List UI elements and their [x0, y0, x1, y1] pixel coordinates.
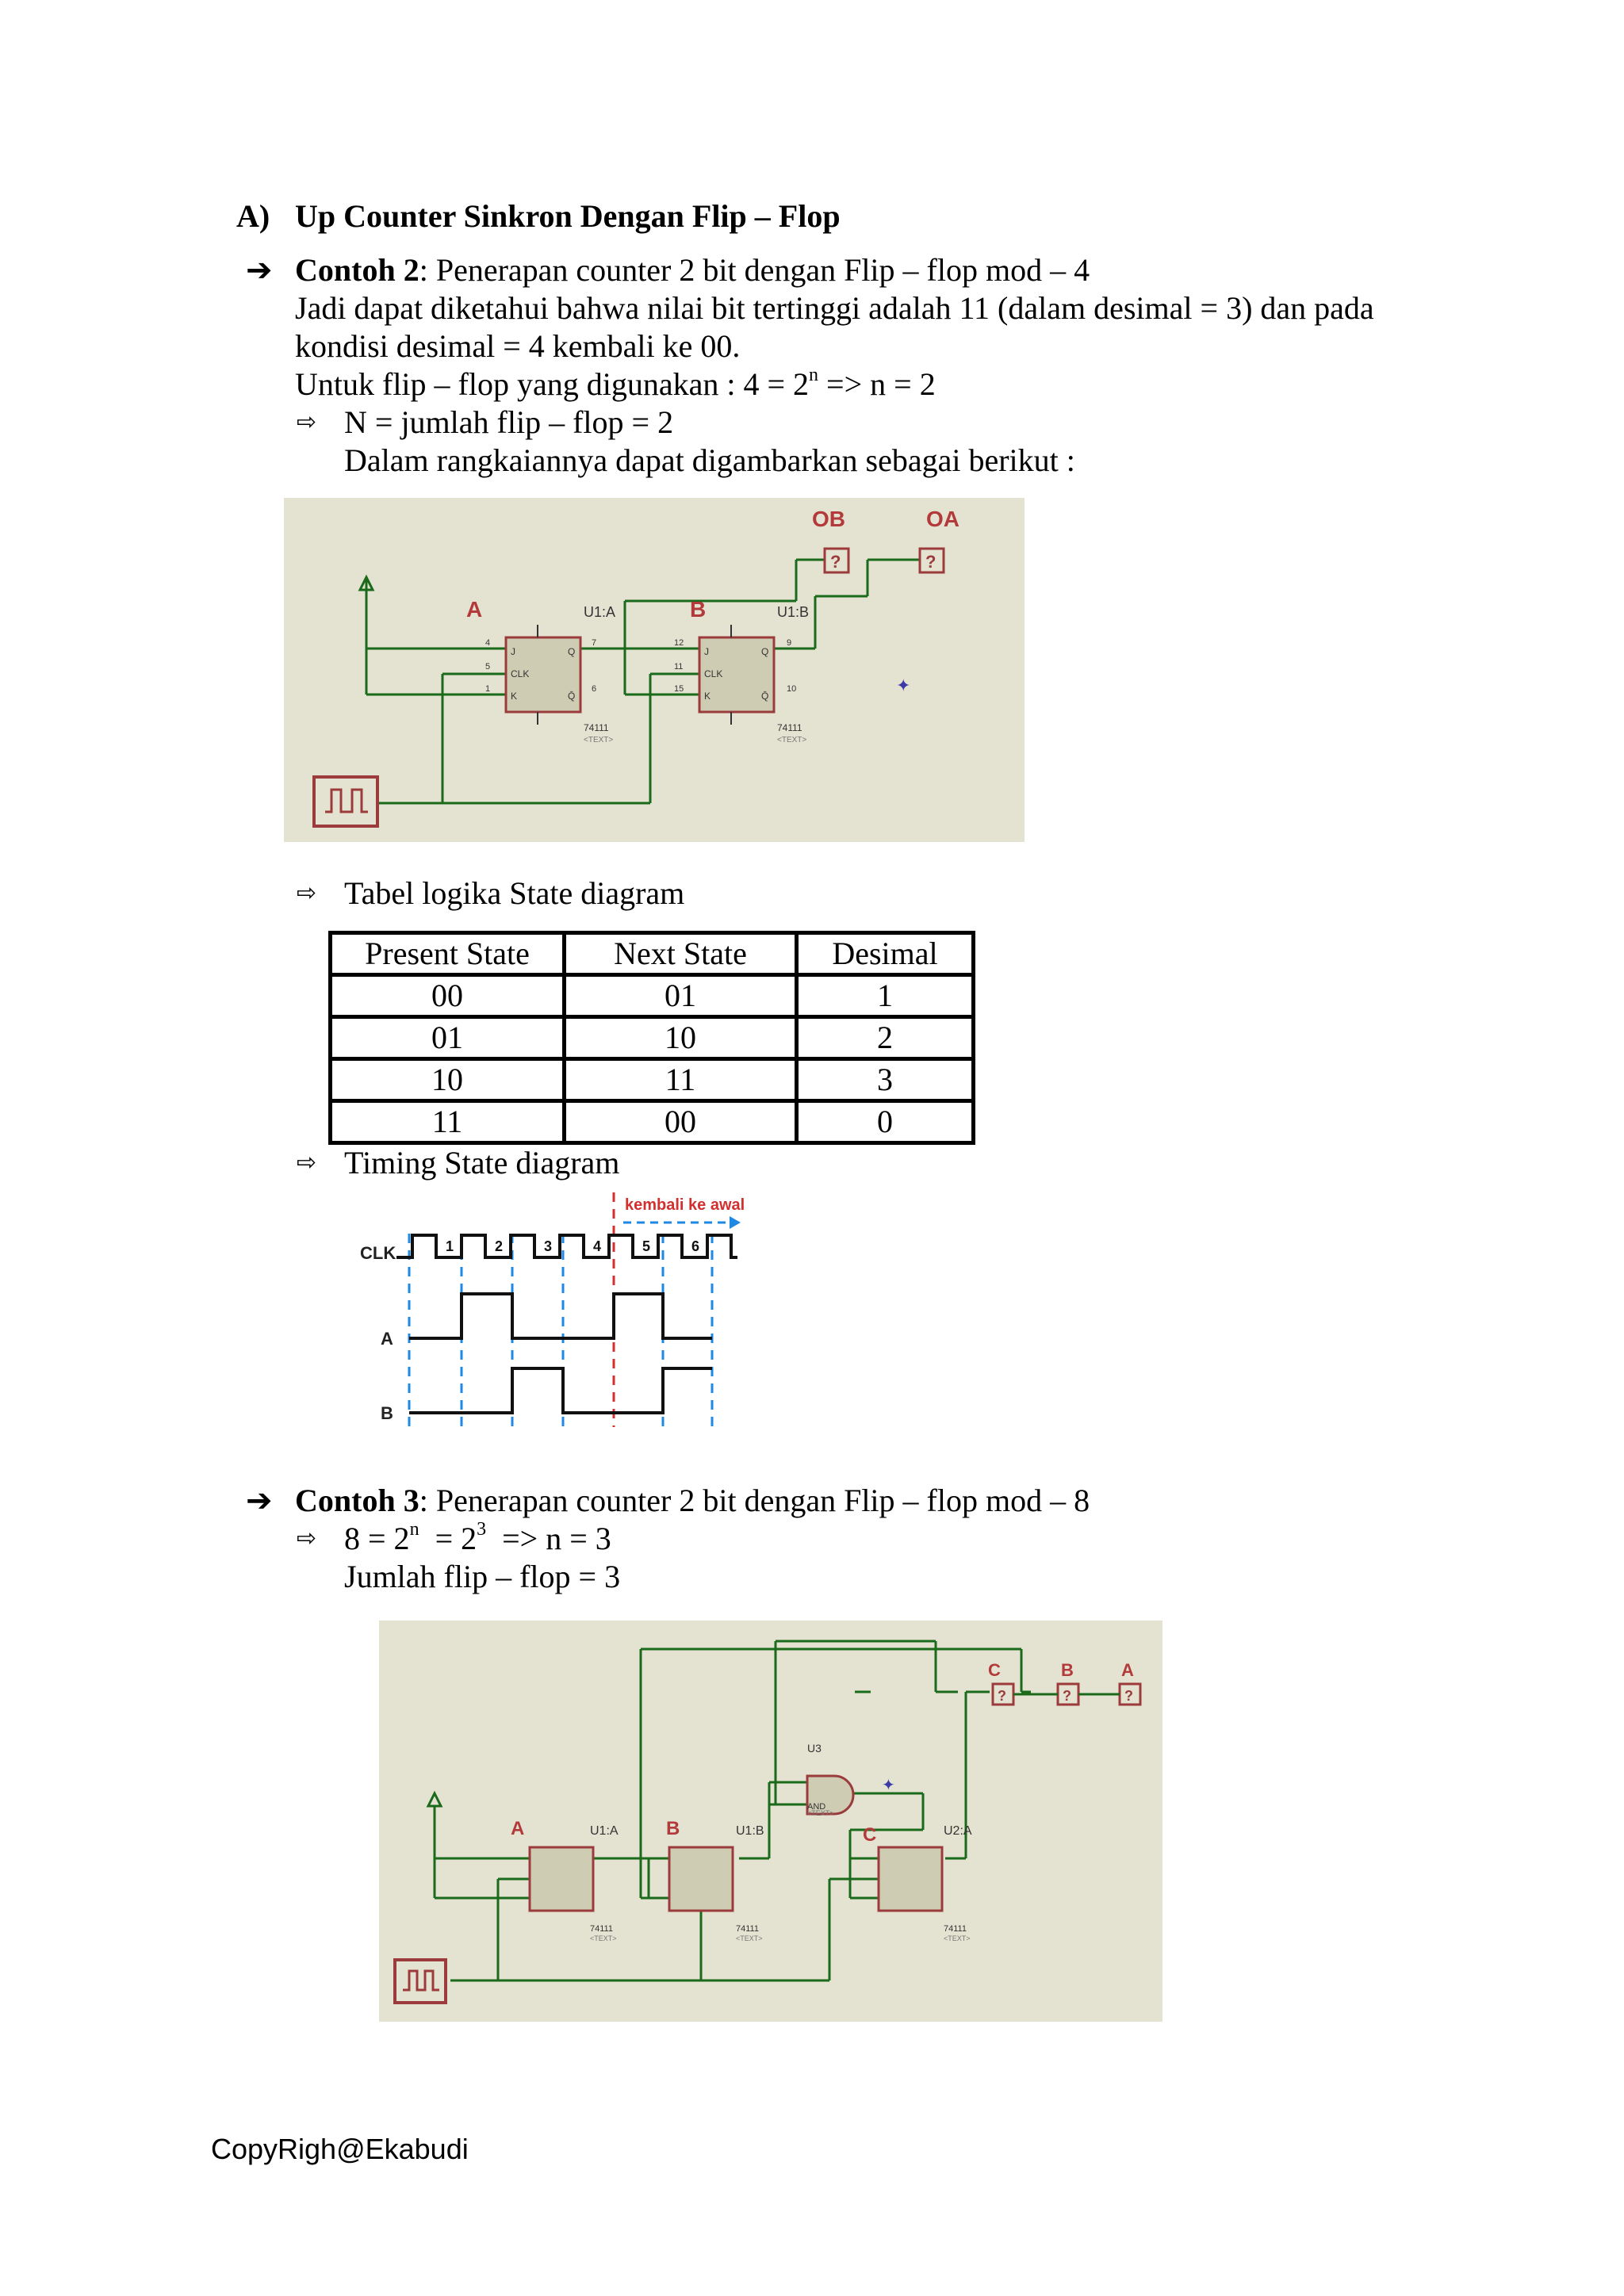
svg-text:J: J: [511, 646, 515, 657]
svg-text:B: B: [1061, 1660, 1074, 1680]
svg-text:A: A: [511, 1818, 525, 1839]
svg-text:Q̄: Q̄: [761, 691, 769, 702]
marker-star-icon: [896, 675, 910, 695]
clock-source-icon: [314, 777, 377, 826]
logic-table: [328, 931, 975, 1145]
svg-text:15: 15: [674, 684, 684, 694]
hollow-arrow-icon: ⇨: [297, 879, 317, 907]
circuit1-diagram: [284, 498, 1025, 842]
contoh2-line2: kondisi desimal = 4 kembali ke 00.: [295, 328, 741, 364]
col-desimal: Desimal: [797, 933, 974, 975]
svg-text:U2:A: U2:A: [944, 1824, 972, 1838]
svg-text:1: 1: [446, 1238, 454, 1254]
svg-text:1: 1: [485, 684, 491, 694]
svg-text:<TEXT>: <TEXT>: [777, 736, 807, 744]
svg-text:4: 4: [593, 1238, 602, 1254]
marker-star-icon: [882, 1777, 895, 1794]
table-row: 11 00 0: [331, 1101, 974, 1143]
table-row: 01 10 2: [331, 1017, 974, 1059]
svg-text:K: K: [511, 691, 518, 702]
svg-text:✦: ✦: [882, 1777, 895, 1794]
svg-text:74111: 74111: [590, 1924, 613, 1934]
svg-text:CLK: CLK: [704, 668, 723, 679]
part-u1b: U1:B: [777, 604, 810, 620]
circuit2-diagram: [379, 1621, 1162, 2022]
contoh2-line3: Untuk flip – flop yang digunakan : $4 = 2^n => n = 2$: [295, 364, 936, 402]
svg-text:?: ?: [925, 552, 936, 572]
b-waveform: [409, 1368, 712, 1413]
svg-text:?: ?: [1063, 1688, 1071, 1704]
svg-text:A: A: [1121, 1660, 1134, 1680]
svg-text:6: 6: [592, 684, 597, 694]
svg-text:9: 9: [787, 638, 792, 648]
section-marker: A): [236, 198, 270, 234]
svg-text:✦: ✦: [896, 675, 911, 695]
contoh2-bullet1-sub: Dalam rangkaiannya dapat digambarkan sebagai berikut :: [344, 442, 1075, 478]
a-waveform: [409, 1294, 712, 1338]
svg-text:K: K: [704, 691, 711, 702]
signal-clk: CLK: [360, 1243, 396, 1263]
svg-text:<TEXT>: <TEXT>: [736, 1934, 763, 1942]
timing-diagram: [349, 1186, 761, 1435]
table-header-row: [331, 933, 974, 975]
col-next-state: Next State: [565, 933, 797, 975]
hollow-arrow-icon: ⇨: [297, 1525, 317, 1552]
svg-text:U1:B: U1:B: [736, 1824, 764, 1838]
signal-b: B: [381, 1403, 393, 1423]
circuit2-panel: [379, 1621, 1162, 2022]
svg-text:?: ?: [830, 552, 841, 572]
timing-title: Timing State diagram: [344, 1145, 620, 1181]
svg-text:5: 5: [485, 662, 491, 672]
hollow-arrow-icon: ⇨: [297, 408, 317, 436]
arrow-right-icon: ➔: [246, 252, 273, 289]
svg-text:3: 3: [544, 1238, 553, 1254]
contoh2-line: Contoh 2: Penerapan counter 2 bit dengan Flip – flop mod – 4: [295, 252, 1090, 288]
annotation-kembali: kembali ke awal: [625, 1196, 745, 1214]
arrow-right-icon: ➔: [246, 1483, 273, 1519]
svg-text:Q̄: Q̄: [568, 691, 576, 702]
contoh3-sub: Jumlah flip – flop = 3: [344, 1559, 621, 1594]
svg-text:74111: 74111: [584, 722, 609, 733]
svg-text:AND: AND: [807, 1802, 826, 1812]
arrow-right-icon: [730, 1216, 741, 1229]
logic-table-title: Tabel logika State diagram: [344, 875, 685, 911]
svg-text:12: 12: [674, 638, 684, 648]
svg-text:10: 10: [787, 684, 797, 694]
circuit1-panel: [284, 498, 1025, 842]
svg-text:B: B: [666, 1818, 680, 1839]
svg-text:CLK: CLK: [511, 668, 530, 679]
footer-copyright: CopyRigh@Ekabudi: [211, 2133, 469, 2165]
hollow-arrow-icon: ⇨: [297, 1149, 317, 1177]
svg-text:U3: U3: [807, 1742, 822, 1755]
svg-text:7: 7: [592, 638, 597, 648]
svg-text:6: 6: [691, 1238, 700, 1254]
svg-text:U1:A: U1:A: [590, 1824, 619, 1838]
timing-gridlines: [409, 1234, 712, 1427]
svg-text:Q: Q: [761, 646, 769, 657]
svg-text:<TEXT>: <TEXT>: [807, 1809, 834, 1817]
part-u1a: U1:A: [584, 604, 616, 620]
section-title: Up Counter Sinkron Dengan Flip – Flop: [295, 198, 841, 234]
clock-source-icon: [395, 1960, 446, 2003]
ff-label-b: B: [690, 597, 707, 622]
svg-text:<TEXT>: <TEXT>: [590, 1934, 617, 1942]
svg-text:?: ?: [998, 1688, 1006, 1704]
table-row: 00 01 1: [331, 975, 974, 1017]
svg-text:OA: OA: [926, 507, 959, 531]
contoh3-line: Contoh 3: Penerapan counter 2 bit dengan Flip – flop mod – 8: [295, 1483, 1090, 1518]
svg-text:C: C: [988, 1660, 1001, 1680]
svg-text:4: 4: [485, 638, 491, 648]
contoh3-equation: $8 = 2^n = 2^3 => n = 3$: [344, 1518, 611, 1556]
svg-text:C: C: [863, 1824, 877, 1846]
svg-text:J: J: [704, 646, 709, 657]
svg-text:<TEXT>: <TEXT>: [944, 1934, 971, 1942]
svg-text:?: ?: [1124, 1688, 1133, 1704]
table-row: 10 11 3: [331, 1059, 974, 1101]
svg-text:<TEXT>: <TEXT>: [584, 736, 614, 744]
svg-text:74111: 74111: [736, 1924, 759, 1934]
svg-text:Q: Q: [568, 646, 576, 657]
svg-text:11: 11: [674, 662, 684, 672]
ff-label-a: A: [466, 597, 483, 622]
svg-text:74111: 74111: [944, 1924, 967, 1934]
contoh2-bullet1: N = jumlah flip – flop = 2: [344, 404, 674, 440]
contoh2-line1: Jadi dapat diketahui bahwa nilai bit tertinggi adalah 11 (dalam desimal = 3) dan pada: [295, 290, 1374, 326]
svg-text:5: 5: [642, 1238, 651, 1254]
svg-text:OB: OB: [812, 507, 845, 531]
svg-text:74111: 74111: [777, 722, 802, 733]
svg-text:2: 2: [495, 1238, 504, 1254]
signal-a: A: [381, 1329, 393, 1349]
col-present-state: Present State: [331, 933, 565, 975]
